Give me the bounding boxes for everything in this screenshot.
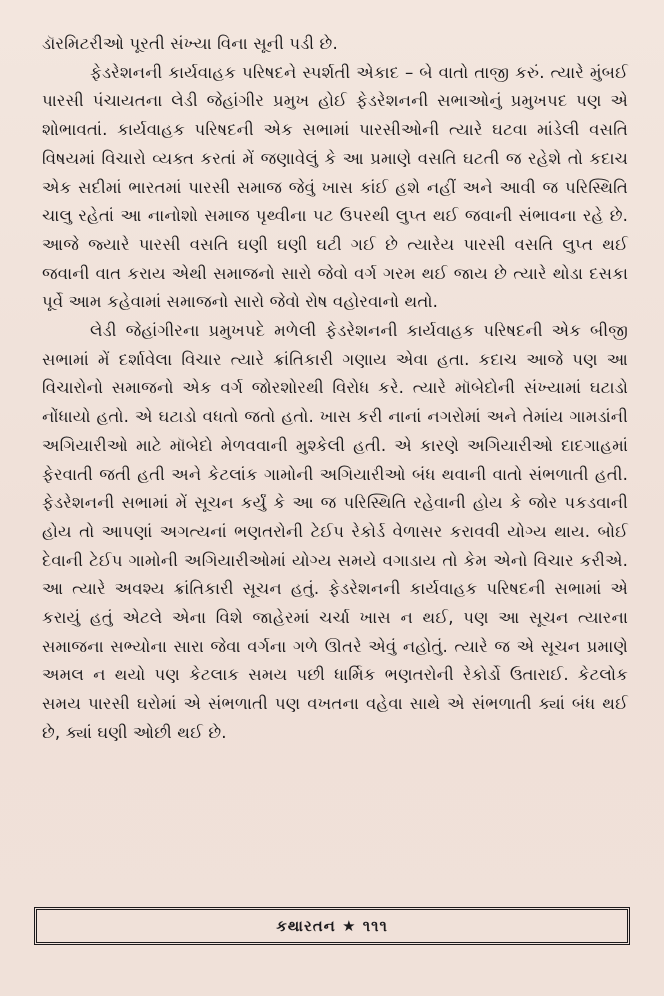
page-footer: [34, 907, 630, 945]
page-body-text: [42, 30, 628, 748]
paragraph-second-meeting: લેડી જેહાંગીરના પ્રમુખપદે મળેલી ફેડરેશનની કાર્યવાહક પરિષદની એક બીજી સભામાં મેં દર્શાવેલા વિચાર ત્યારે ક્રાંતિકારી ગણાય એવા હતા. કદાચ આજે પણ આ વિચારોનો સમાજનો એક વર્ગ જોરશોરથી વિરોધ કરે. ત્યારે મૉબેદોની સંખ્યામાં ઘટાડો નોંધાયો હતો. એ ઘટાડો વધતો જતો હતો. ખાસ કરી નાનાં નગરોમાં અને તેમાંય ગામડાંની અગિયારીઓ માટે મૉબેદો મેળવવાની મુશ્કેલી હતી. એ કારણે અગિયારીઓ દાદગાહમાં ફેરવાતી જતી હતી અને કેટલાંક ગામોની અગિયારીઓ બંધ થવાની વાતો સંભળાતી હતી. ફેડરેશનની સભામાં મેં સૂચન કર્યું કે આ જ પરિસ્થિતિ રહેવાની હોય કે જોર પકડવાની હોય તો આપણાં અગત્યનાં ભણતરોની ટેઈપ રેકોર્ડ વેળાસર કરાવવી યોગ્ય થાય. બોઈ દેવાની ટેઈપ ગામોની અગિયારીઓમાં યોગ્ય સમયે વગાડાય તો કેમ એનો વિચાર કરીએ. આ ત્યારે અવશ્ય ક્રાંતિકારી સૂચન હતું. ફેડરેશનની કાર્યવાહક પરિષદની સભામાં એ કરાયું હતું એટલે એના વિશે જાહેરમાં ચર્ચા ખાસ ન થઈ, પણ આ સૂચન ત્યારના સમાજના સભ્યોના સારા જેવા વર્ગના ગળે ઊતરે એવું નહોતું. ત્યારે જ એ સૂચન પ્રમાણે અમલ ન થયો પણ કેટલાક સમય પછી ધાર્મિક ભણતરોની રેકોર્ડો ઉતારાઈ. કેટલોક સમય પારસી ઘરોમાં એ સંભળાતી પણ વખતના વહેવા સાથે એ સંભળાતી ક્યાં બંધ થઈ છે, ક્યાં ઘણી ઓછી થઈ છે.: [42, 321, 628, 742]
paragraph-federation-council: ફેડરેશનની કાર્યવાહક પરિષદને સ્પર્શતી એકાદ – બે વાતો તાજી કરું. ત્યારે મુંબઈ પારસી પંચાયતના લેડી જેહાંગીર પ્રમુખ હોઈ ફેડરેશનની સભાઓનું પ્રમુખપદ પણ એ શોભાવતાં. કાર્યવાહક પરિષદની એક સભામાં પારસીઓની ત્યારે ઘટવા માંડેલી વસતિ વિષયમાં વિચારો વ્યક્ત કરતાં મેં જણાવેલું કે આ પ્રમાણે વસતિ ઘટતી જ રહેશે તો કદાચ એક સદીમાં ભારતમાં પારસી સમાજ જેવું ખાસ કાંઈ હશે નહીં અને આવી જ પરિસ્થિતિ ચાલુ રહેતાં આ નાનોશો સમાજ પૃથ્વીના પટ ઉપરથી લુપ્ત થઈ જવાની સંભાવના રહે છે. આજે જ્યારે પારસી વસતિ ઘણી ઘણી ઘટી ગઈ છે ત્યારેય પારસી વસતિ લુપ્ત થઈ જવાની વાત કરાય એથી સમાજનો સારો જેવો વર્ગ ગરમ થઈ જાય છે ત્યારે થોડા દસકા પૂર્વે આમ કહેવામાં સમાજનો સારો જેવો રોષ વહોરવાનો થતો.: [42, 62, 628, 312]
paragraph-continued: ડૉરમિટરીઓ પૂરતી સંખ્યા વિના સૂની પડી છે.: [42, 34, 338, 53]
footer-book-title-page-number: કથારતન ★ ૧૧૧: [276, 917, 388, 935]
